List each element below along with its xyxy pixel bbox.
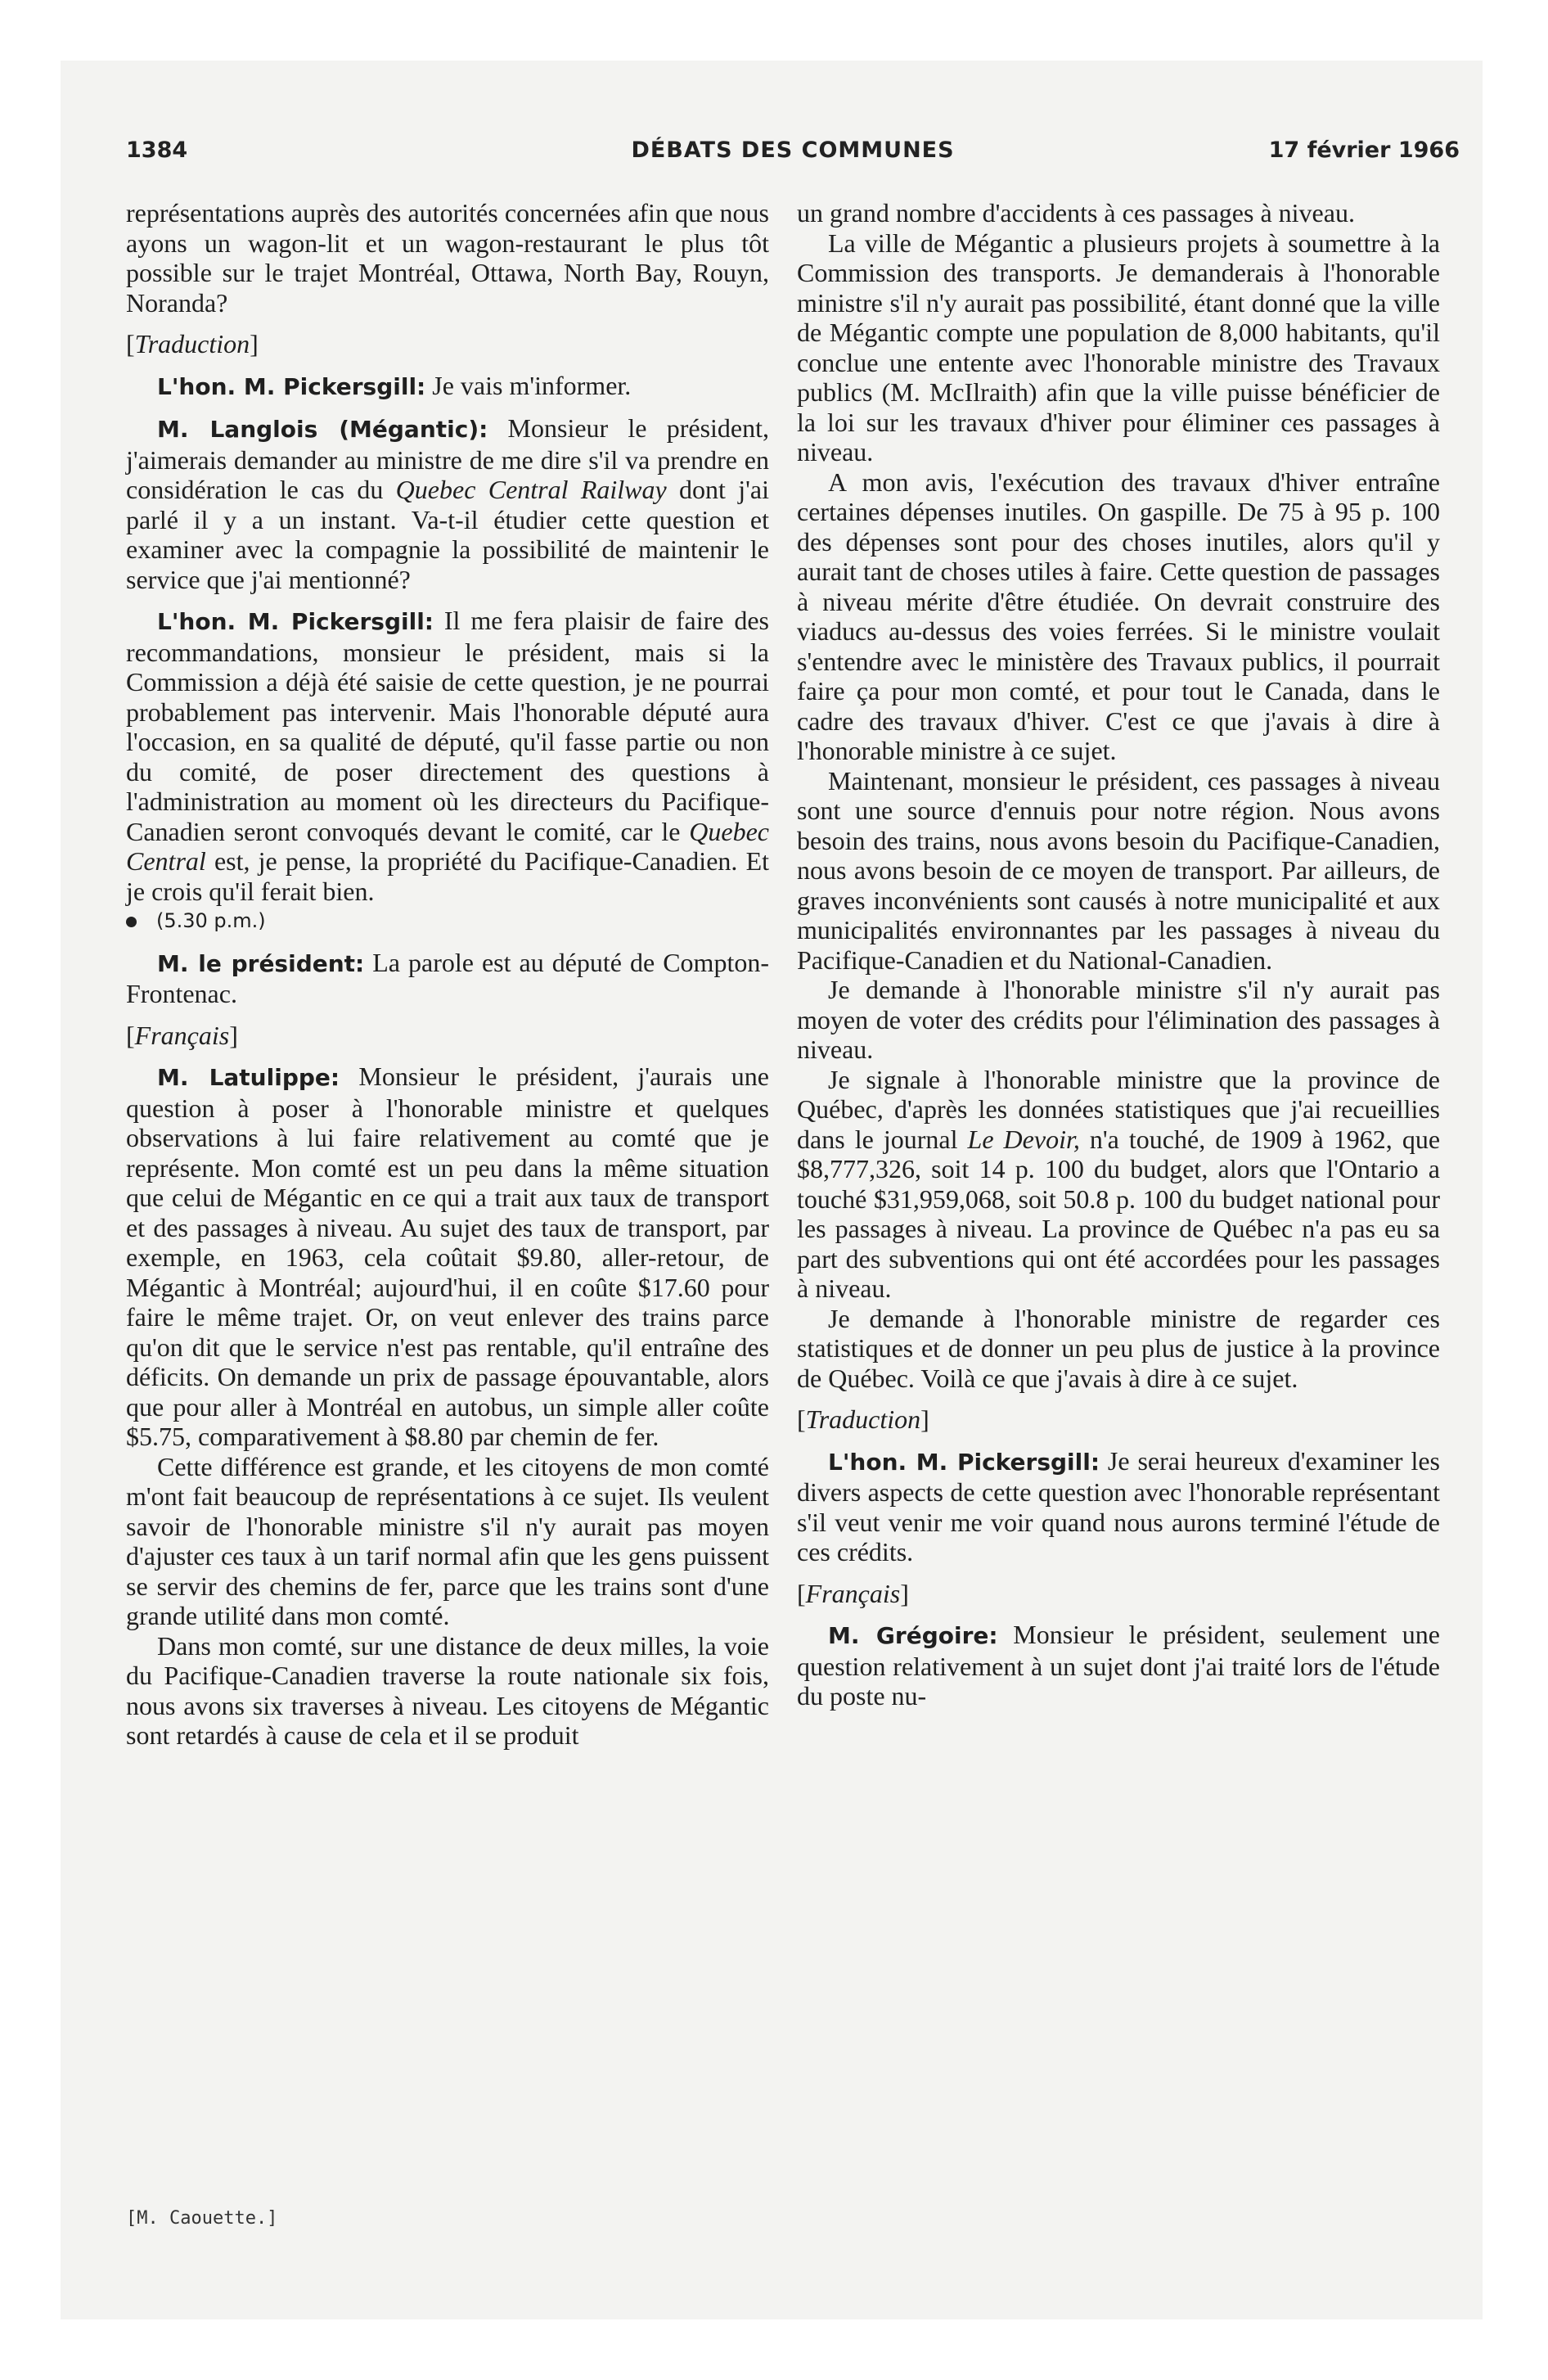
paragraph-text: un grand nombre d'accidents à ces passages à niveau. [797, 198, 1355, 228]
speech-text-continued: dont j'ai parlé il y a un instant. Va-t-il étudier cette question et examiner avec la compagnie la possibilité de maintenir le service que j'ai mentionné? [126, 475, 770, 594]
body-paragraph [126, 1452, 769, 1631]
speech-paragraph [126, 413, 769, 594]
body-paragraph [797, 766, 1440, 976]
speech-paragraph [126, 1062, 769, 1452]
paragraph-text: Je demande à l'honorable ministre de regarder ces statistiques et de donner un peu plus de justice à la province de Québec. Voilà ce que j'avais à dire à ce sujet. [797, 1303, 1440, 1393]
paragraph-text-continued: n'a touché, de 1909 à 1962, que $8,777,326, soit 14 p. 100 du budget, alors que l'Ontario a touché $31,959,068, soit 50.8 p. 100 du budget national pour les passages à niveau. La province de Québec n'a pas eu sa part des subventions qui ont été accordées pour les passages à niveau. [797, 1124, 1441, 1303]
bullet-icon [126, 917, 137, 927]
speech-text: Je serai heureux d'examiner les divers aspects de cette question avec l'honorable représentant s'il veut venir me voir quand nous aurons terminé l'étude de ces crédits. [797, 1445, 1441, 1566]
page-number: 1384 [126, 137, 188, 163]
speaker-name: M. Langlois (Mégantic): [157, 416, 488, 443]
paragraph-text: Maintenant, monsieur le président, ces passages à niveau sont une source d'ennuis pour notre région. Nous avons besoin des trains, nous avons besoin du Pacifique-Canadien, nous avons besoin de ce moyen de transport. Par ailleurs, de graves inconvénients sont causés à notre municipalité et aux municipalités environnantes par les passages à niveau du Pacifique-Canadien et du National-Canadien. [797, 765, 1440, 975]
language-tag-text: Français [134, 1020, 230, 1050]
language-tag: [Français] [126, 1020, 238, 1050]
paragraph-text: représentations auprès des autorités concernées afin que nous ayons un wagon-lit et un wagon-restaurant le plus tôt possible sur le trajet Montréal, Ottawa, North Bay, Rouyn, Noranda? [126, 198, 769, 318]
paragraph-text: Cette différence est grande, et les citoyens de mon comté m'ont fait beaucoup de représentations à ce sujet. Ils veulent savoir de l'honorable ministre s'il n'y aurait pas moyen d'ajuster ces taux à un tarif normal afin que les gens puissent se servir des chemins de fer, parce que les trains sont d'une grande utilité dans mon comté. [126, 1451, 769, 1630]
speech-paragraph [126, 606, 769, 906]
body-paragraph [797, 975, 1440, 1065]
body-paragraph [797, 198, 1440, 228]
body-paragraph [126, 198, 769, 318]
speech-text: Monsieur le président, seulement une question relativement à un sujet dont j'ai traité lors de l'étude du poste nu- [797, 1620, 1441, 1711]
language-tag: [Traduction] [797, 1404, 929, 1434]
session-date: 17 février 1966 [1268, 137, 1460, 163]
paragraph-text: Je signale à l'honorable ministre que la province de Québec, d'après les données statistiques que j'ai recueillies dans le journal [797, 1064, 1440, 1154]
speech-paragraph [797, 1620, 1440, 1711]
language-tag: [Traduction] [126, 329, 259, 358]
language-tag: [Français] [797, 1578, 909, 1608]
speaker-name: M. le président: [157, 949, 365, 977]
right-column [797, 198, 1440, 1711]
speech-text: Monsieur le président, j'aurais une question à poser à l'honorable ministre et quelques observations à lui faire relativement au comté que je représente. Mon comté est un peu dans la même situation que celui de Mégantic en ce qui a trait aux taux de transport et des passages à niveau. Au sujet des taux de transport, par exemple, en 1963, cela coûtait $9.80, aller-retour, de Mégantic à Montréal; aujourd'hui, il en coûte $17.60 pour faire le même trajet. Or, on veut enlever des trains parce qu'on dit que le service n'est pas rentable, qu'il entraîne des déficits. On demande un prix de passage épouvantable, alors que pour aller à Montréal en autobus, un simple aller coûte $5.75, comparativement à $8.80 par chemin de fer. [126, 1062, 769, 1451]
body-paragraph [797, 228, 1440, 467]
footer-speaker-note: [M. Caouette.] [126, 2208, 278, 2229]
time-stamp-text: (5.30 p.m.) [156, 909, 266, 932]
speech-text-continued: est, je pense, la propriété du Pacifique-Canadien. Et je crois qu'il ferait bien. [126, 846, 769, 906]
body-paragraph [126, 1631, 769, 1751]
speaker-name: L'hon. M. Pickersgill: [157, 608, 434, 635]
speech-text: Je vais m'informer. [425, 370, 632, 400]
time-stamp [126, 906, 769, 936]
speaker-name: M. Grégoire: [828, 1622, 998, 1649]
body-paragraph [797, 467, 1440, 766]
publication-title: DÉBATS DES COMMUNES [631, 137, 955, 163]
paragraph-text: Je demande à l'honorable ministre s'il n'y aurait pas moyen de voter des crédits pour l'élimination des passages à niveau. [797, 975, 1440, 1064]
paragraph-text: A mon avis, l'exécution des travaux d'hiver entraîne certaines dépenses inutiles. On gaspille. De 75 à 95 p. 100 des dépenses sont pour des choses inutiles, alors qu'il y aurait tant de choses utiles à faire. Cette question de passages à niveau mérite d'être étudiée. On devrait construire des viaducs au-dessus des voies ferrées. Si le ministre voulait s'entendre avec le ministère des Travaux publics, il pourrait faire ça pour mon comté, et pour tout le Canada, dans le cadre des travaux d'hiver. C'est ce que j'avais à dire à l'honorable ministre à ce sujet. [797, 467, 1440, 765]
italic-title: Le Devoir, [967, 1124, 1080, 1154]
body-paragraph [797, 1304, 1440, 1394]
language-tag-text: Traduction [805, 1404, 921, 1434]
language-tag-text: Français [805, 1578, 901, 1608]
italic-title: Quebec Central [126, 816, 769, 876]
italic-title: Quebec Central Railway [395, 475, 667, 504]
speech-text: Monsieur le président, j'aimerais demander au ministre de me dire s'il va prendre en considération le cas du [126, 413, 770, 504]
paragraph-text: Dans mon comté, sur une distance de deux milles, la voie du Pacifique-Canadien traverse la route nationale six fois, nous avons six traverses à niveau. Les citoyens de Mégantic sont retardés à cause de cela et il se produit [126, 1630, 769, 1750]
speaker-name: L'hon. M. Pickersgill: [828, 1448, 1100, 1476]
speech-paragraph [126, 948, 769, 1009]
page-header [126, 137, 1460, 170]
body-paragraph [797, 1065, 1440, 1304]
language-tag-text: Traduction [134, 329, 250, 358]
speaker-name: M. Latulippe: [157, 1064, 340, 1091]
speech-text: Il me fera plaisir de faire des recommandations, monsieur le président, mais si la Commission a déjà été saisie de cette question, je ne pourrai probablement pas intervenir. Mais l'honorable député aura l'occasion, en sa qualité de député, qu'il fasse partie ou non du comité, de poser directement des questions à l'administration au moment où les directeurs du Pacifique-Canadien seront convoqués devant le comité, car le [126, 606, 770, 846]
left-column [126, 198, 769, 1751]
speech-paragraph [126, 371, 769, 403]
speech-paragraph [797, 1446, 1440, 1567]
speaker-name: L'hon. M. Pickersgill: [157, 372, 426, 400]
paragraph-text: La ville de Mégantic a plusieurs projets à soumettre à la Commission des transports. Je demanderais à l'honorable ministre s'il n'y aurait pas possibilité, étant donné que la ville de Mégantic compte une population de 8,000 habitants, qu'il conclue une entente avec l'honorable ministre des Travaux publics (M. McIlraith) afin que la ville puisse bénéficier de la loi sur les travaux d'hiver pour éliminer ces passages à niveau. [797, 228, 1440, 467]
speech-text: La parole est au député de Compton-Frontenac. [126, 947, 769, 1008]
